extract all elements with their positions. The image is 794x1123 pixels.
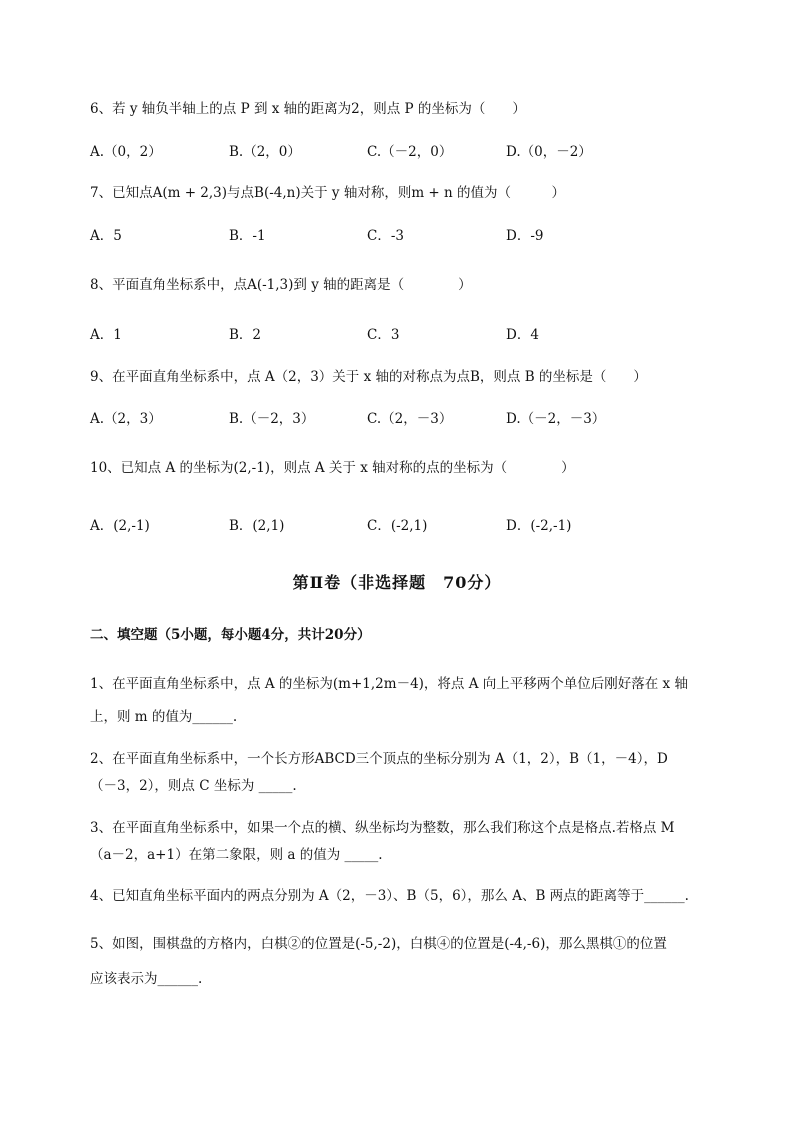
question-7-option-a: A．5 (90, 228, 122, 244)
question-9-stem: 9、在平面直角坐标系中，点 A（2，3）关于 x 轴的对称点为点B，则点 B 的坐标是（ ） (90, 369, 647, 385)
question-10-option-b: B．(2,1) (229, 518, 285, 534)
question-7-option-c: C．-3 (367, 228, 404, 244)
question-6-option-d: D.（0，－2） (506, 144, 592, 160)
question-8-stem: 8、平面直角坐标系中，点A(-1,3)到 y 轴的距离是（ ） (90, 277, 472, 293)
question-9-option-c: C.（2，－3） (367, 411, 453, 427)
question-10-option-a: A．(2,-1) (90, 518, 150, 534)
question-7-stem: 7、已知点A(m + 2,3)与点B(-4,n)关于 y 轴对称，则m + n 的值为（ ） (90, 185, 566, 201)
fill-question-3-line-1: 3、在平面直角坐标系中，如果一个点的横、纵坐标均为整数，那么我们称这个点是格点.若格点 M (90, 820, 675, 836)
fill-question-5-line-1: 5、如图，围棋盘的方格内，白棋②的位置是(-5,-2)，白棋④的位置是(-4,-6)，那么黑棋①的位置 (90, 936, 667, 952)
fill-question-2-line-2: （－3，2），则点 C 坐标为 _____. (90, 778, 297, 794)
fill-question-1-line-2: 上，则 m 的值为______. (90, 709, 238, 725)
question-7-option-b: B．-1 (229, 228, 266, 244)
question-9-option-d: D.（－2，－3） (506, 411, 606, 427)
fill-question-5-line-2: 应该表示为______. (90, 971, 203, 987)
question-8-option-c: C．3 (367, 327, 400, 343)
fill-question-3-line-2: （a－2，a+1）在第二象限，则 a 的值为 _____. (90, 847, 383, 863)
fill-in-section-heading: 二、填空题（5小题，每小题4分，共计20分） (90, 627, 371, 643)
question-10-option-d: D．(-2,-1) (506, 518, 572, 534)
fill-question-1-line-1: 1、在平面直角坐标系中，点 A 的坐标为(m+1,2m－4)，将点 A 向上平移两个单位后刚好落在 x 轴 (90, 676, 688, 692)
question-8-option-d: D．4 (506, 327, 539, 343)
question-9-option-a: A.（2，3） (90, 411, 162, 427)
question-6-stem: 6、若 y 轴负半轴上的点 P 到 x 轴的距离为2，则点 P 的坐标为（ ） (90, 101, 526, 117)
part-two-title: 第Ⅱ卷（非选择题 70分） (292, 573, 502, 592)
question-6-option-b: B.（2，0） (229, 144, 301, 160)
question-10-option-c: C．(-2,1) (367, 518, 428, 534)
fill-question-4: 4、已知直角坐标平面内的两点分别为 A（2，－3）、B（5，6），那么 A、B 两点的距离等于______. (90, 888, 689, 904)
question-10-stem: 10、已知点 A 的坐标为(2,-1)，则点 A 关于 x 轴对称的点的坐标为（ ） (90, 460, 575, 476)
question-8-option-b: B．2 (229, 327, 262, 343)
fill-question-2-line-1: 2、在平面直角坐标系中，一个长方形ABCD三个顶点的坐标分别为 A（1，2），B（1，－4），D (90, 751, 668, 767)
question-6-option-a: A.（0，2） (90, 144, 162, 160)
question-8-option-a: A．1 (90, 327, 122, 343)
question-7-option-d: D．-9 (506, 228, 544, 244)
question-9-option-b: B.（－2，3） (229, 411, 315, 427)
question-6-option-c: C.（－2，0） (367, 144, 453, 160)
